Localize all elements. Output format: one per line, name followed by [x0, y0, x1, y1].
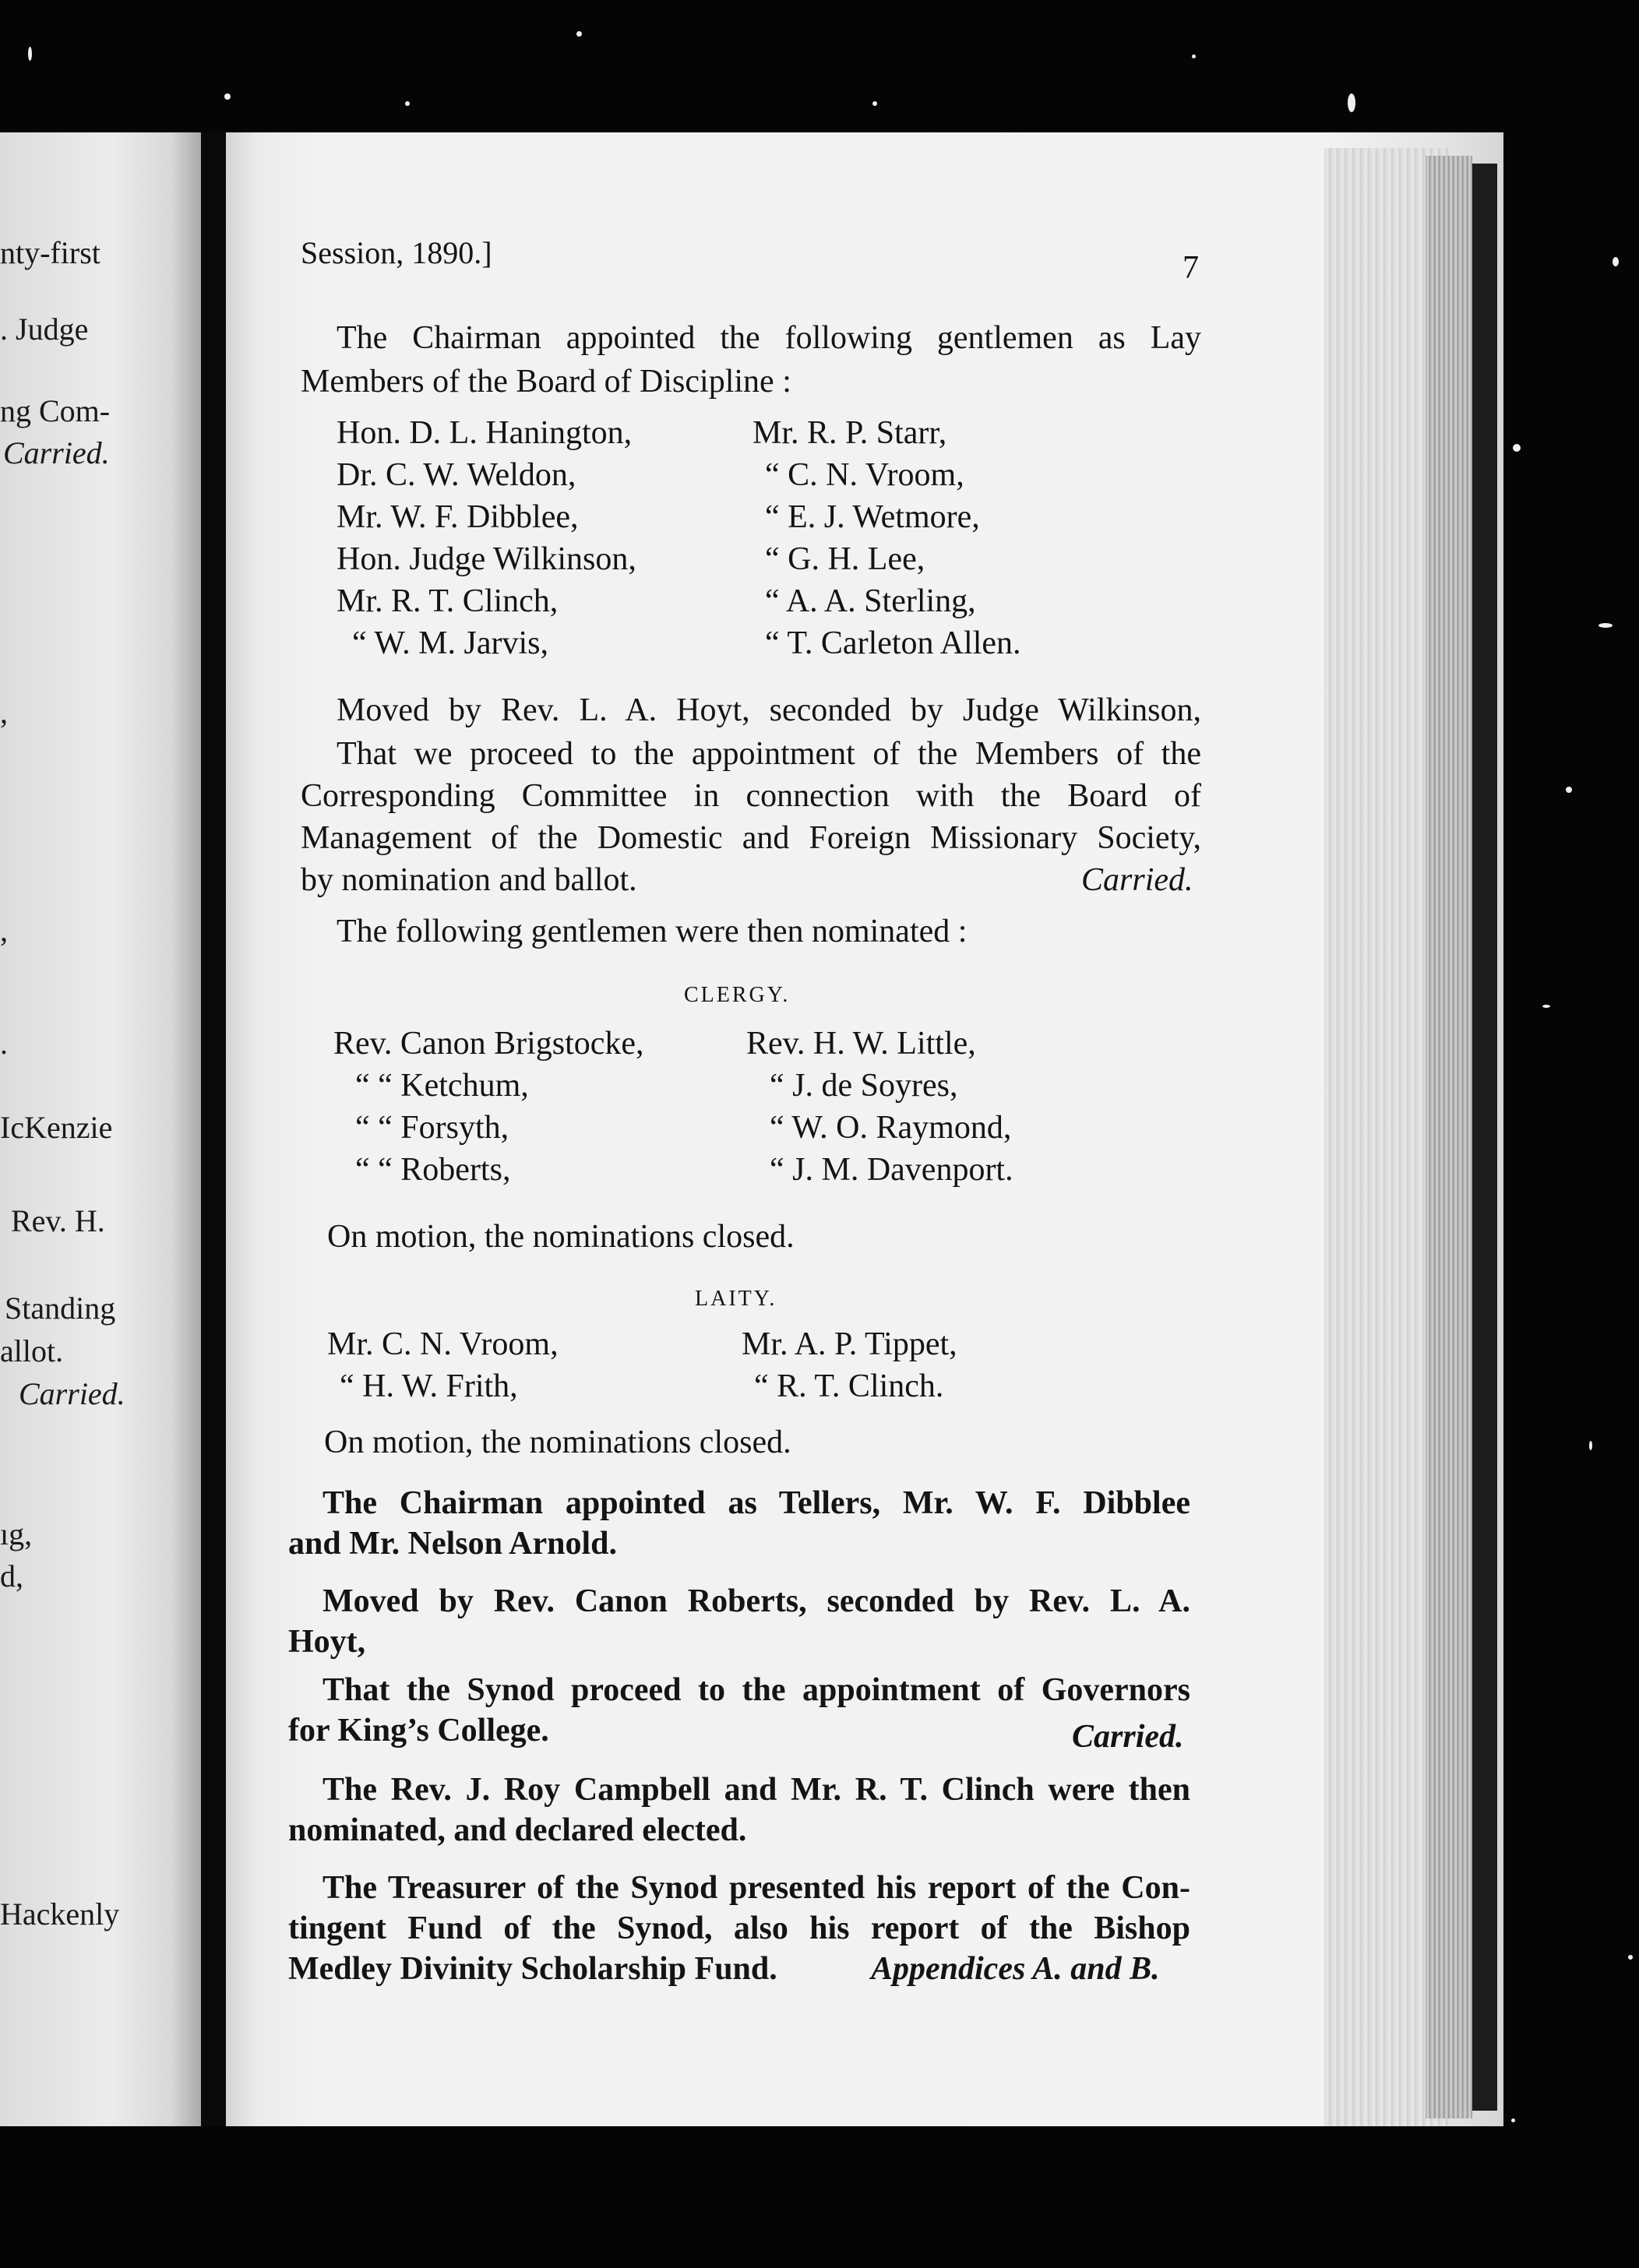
book-gutter — [201, 132, 226, 2126]
treasurer-line2: tingent Fund of the Synod, also his report of the Bishop — [288, 1911, 1190, 1946]
nominated-intro: The following gentlemen were then nominated : — [337, 914, 968, 949]
motion1-line1: Moved by Rev. L. A. Hoyt, seconded by Judge Wilkinson, — [337, 692, 1201, 728]
laity-closed: On motion, the nominations closed. — [324, 1425, 791, 1460]
left-fragment: Carried. — [3, 435, 110, 470]
running-head: Session, 1890.] — [301, 235, 492, 270]
motion2-line3: That the Synod proceed to the appointment of Governors — [323, 1672, 1190, 1708]
book-cover-edge — [1472, 164, 1497, 2111]
scan-speck — [1542, 1005, 1550, 1008]
lay-member-right: “ T. Carleton Allen. — [765, 625, 1021, 661]
scan-speck — [872, 101, 877, 106]
left-fragment: nty-first — [0, 235, 100, 270]
treasurer-appendices: Appendices A. and B. — [871, 1951, 1160, 1987]
scan-speck — [405, 101, 410, 106]
left-fragment: Standing — [5, 1291, 116, 1326]
motion1-carried: Carried. — [1081, 862, 1193, 898]
tellers-line1: The Chairman appointed as Tellers, Mr. W. F. Dibblee — [323, 1485, 1190, 1521]
elected-line2: nominated, and declared elected. — [288, 1812, 747, 1848]
scan-speck — [1613, 257, 1619, 266]
clergy-left: “ “ Ketchum, — [355, 1068, 529, 1104]
lay-member-left: Mr. W. F. Dibblee, — [337, 499, 579, 535]
left-fragment: ng Com- — [0, 393, 111, 428]
scan-speck — [1511, 2118, 1515, 2122]
scan-speck — [28, 47, 32, 61]
lay-member-right: “ G. H. Lee, — [765, 541, 925, 577]
left-fragment: IcKenzie — [0, 1110, 113, 1145]
page-number: 7 — [1183, 250, 1199, 286]
treasurer-line3: Medley Divinity Scholarship Fund. — [288, 1951, 777, 1987]
motion1-line5: by nomination and ballot. — [301, 862, 637, 898]
motion1-line3: Corresponding Committee in connection with the Board of — [301, 778, 1201, 814]
left-fragment: Hackenly — [0, 1896, 120, 1932]
left-fragment: Rev. H. — [11, 1203, 105, 1238]
left-fragment: . Judge — [0, 312, 89, 347]
page-edges-shadow — [1426, 156, 1472, 2118]
treasurer-line1: The Treasurer of the Synod presented his report of the Con- — [323, 1870, 1190, 1906]
lay-member-left: Mr. R. T. Clinch, — [337, 583, 559, 619]
lay-members-intro-line1: The Chairman appointed the following gentlemen as Lay — [337, 320, 1201, 356]
scan-speck — [1628, 1955, 1633, 1960]
scan-speck — [1566, 787, 1572, 793]
left-fragment: Carried. — [19, 1376, 125, 1411]
clergy-left: “ “ Roberts, — [355, 1152, 511, 1188]
left-fragment: allot. — [0, 1333, 64, 1368]
motion2-carried: Carried. — [1072, 1719, 1184, 1755]
clergy-left: Rev. Canon Brigstocke, — [333, 1026, 644, 1062]
left-fragment: . — [0, 1026, 8, 1061]
motion2-line4: for King’s College. — [288, 1713, 549, 1749]
laity-right: Mr. A. P. Tippet, — [742, 1326, 957, 1362]
left-fragment: ıg, — [0, 1516, 33, 1551]
clergy-right: “ W. O. Raymond, — [770, 1110, 1012, 1146]
tellers-line2: and Mr. Nelson Arnold. — [288, 1526, 618, 1562]
scan-speck — [1513, 444, 1521, 452]
scan-speck — [1348, 93, 1355, 112]
scan-speck — [1192, 55, 1196, 58]
motion2-line2: Hoyt, — [288, 1624, 366, 1660]
motion1-line4: Management of the Domestic and Foreign Missionary Society, — [301, 820, 1201, 856]
clergy-left: “ “ Forsyth, — [355, 1110, 509, 1146]
lay-member-right: “ A. A. Sterling, — [765, 583, 976, 619]
motion2-line1: Moved by Rev. Canon Roberts, seconded by Rev. L. A. — [323, 1583, 1190, 1619]
scan-speck — [1589, 1441, 1592, 1450]
scan-speck — [224, 93, 231, 100]
clergy-right: Rev. H. W. Little, — [746, 1026, 976, 1062]
laity-heading: LAITY. — [695, 1287, 777, 1311]
left-fragment: , — [0, 913, 8, 948]
left-fragment: d, — [0, 1558, 23, 1594]
clergy-closed: On motion, the nominations closed. — [327, 1219, 795, 1255]
laity-left: “ H. W. Frith, — [340, 1368, 518, 1404]
clergy-heading: CLERGY. — [684, 983, 791, 1007]
lay-member-right: Mr. R. P. Starr, — [753, 415, 947, 451]
scan-speck — [576, 31, 582, 37]
lay-member-right: “ E. J. Wetmore, — [765, 499, 980, 535]
elected-line1: The Rev. J. Roy Campbell and Mr. R. T. Clinch were then — [323, 1772, 1190, 1808]
clergy-right: “ J. de Soyres, — [770, 1068, 958, 1104]
lay-member-left: Hon. Judge Wilkinson, — [337, 541, 636, 577]
lay-member-left: Dr. C. W. Weldon, — [337, 457, 576, 493]
previous-page-fragment — [0, 132, 201, 2126]
clergy-right: “ J. M. Davenport. — [770, 1152, 1013, 1188]
lay-members-intro-line2: Members of the Board of Discipline : — [301, 364, 791, 400]
scan-speck — [1598, 623, 1613, 628]
left-fragment: , — [0, 695, 8, 730]
lay-member-left: “ W. M. Jarvis, — [352, 625, 548, 661]
motion1-line2: That we proceed to the appointment of the Members of the — [337, 736, 1201, 772]
laity-right: “ R. T. Clinch. — [754, 1368, 944, 1404]
lay-member-right: “ C. N. Vroom, — [765, 457, 964, 493]
laity-left: Mr. C. N. Vroom, — [327, 1326, 559, 1362]
lay-member-left: Hon. D. L. Hanington, — [337, 415, 633, 451]
